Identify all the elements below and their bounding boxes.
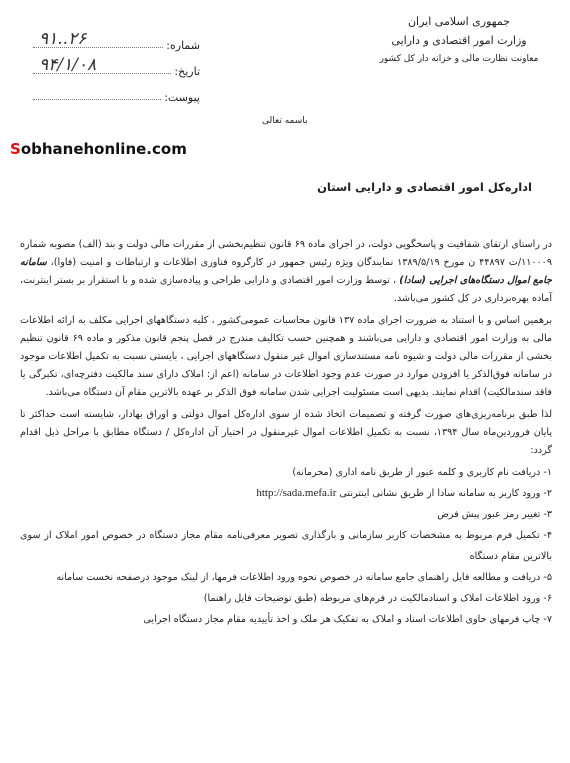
watermark-first-letter: S <box>10 140 21 158</box>
number-line <box>33 29 163 49</box>
step-2-text: ۲- ورود کاربر به سامانه سادا از طریق نشانی اینترنتی <box>336 488 552 499</box>
watermark-rest: obhanehonline.com <box>20 140 187 158</box>
number-row <box>30 26 200 52</box>
steps-list <box>20 462 552 630</box>
attachment-line <box>33 98 161 100</box>
basmala: باسمه تعالی <box>262 116 308 126</box>
attachment-label: پیوست: <box>164 91 200 104</box>
site-watermark <box>10 140 187 158</box>
paragraph-2: برهمین اساس و با استناد به ضرورت اجرای ماده ۱۳۷ قانون محاسبات عمومی‌کشور ، کلیه دستگاههای اجرایی مکلف به ارائه اطلاعات مالی به وزارت امور اقتصادی و دارایی می‌باشند و همچنین حسب تکالیف مندرج در فصل پنجم قانون مذکور و ماده ۶۹ قانون تنظیم بخشی از مقررات مالی دولت و شیوه نامه مستندسازی اموال غیر منقول دستگاههای اجرایی ، بایستی نسبت به تکمیل اطلاعات موجود در سامانه فوق‌الذکر یا افزودن موارد در صورت عدم وجود اطلاعات در سامانه (اعم از: املاک دارای سند مالکیت دفترچه‌ای، تکبرگی یا فاقد سند‌مالکیت) اقدام نمایند. بدیهی است مسئولیت اجرایی شدن سامانه فوق الذکر بر عهده بالاترین مقام آن دستگاه می‌باشد. <box>20 315 553 398</box>
step-4: ۴- تکمیل فرم مربوط به مشخصات کاربر سازمانی و بارگذاری تصویر معرفی‌نامه مقام مجاز دستگاه در خصوص امور املاک از سوی بالاترین مقام دستگاه <box>20 530 552 562</box>
number-label: شماره: <box>166 39 200 52</box>
p1-system-name: سامانه جامع اموال دستگاه‌های اجرایی (سادا) <box>20 257 552 286</box>
number-value: ۹۱..۲۶ <box>39 29 87 49</box>
org-line-1: جمهوری اسلامی ایران <box>407 15 511 28</box>
paragraph-1 <box>20 236 552 308</box>
date-row <box>30 52 200 78</box>
org-line-2: وزارت امور اقتصادی و دارایی <box>391 34 527 47</box>
org-line-3: معاونت نظارت مالی و خزانه دار کل کشور <box>379 54 539 64</box>
attachment-row <box>30 78 200 104</box>
p1-text-a: در راستای ارتقای شفافیت و پاسخگویی دولت، در اجرای ماده ۶۹ قانون تنظیم‌بخشی از مقررات مالی دولت و بند (الف) مصوبه شماره ۱۱۰۰۰۹/ت ۴۴۸۹۷ ن مورخ ۱۳۸۹/۵/۱۹ نمایندگان ویژه رئیس جمهور در کارگروه فناوری اطلاعات و ارتباطات و امنیت (فاوا)، <box>20 239 553 268</box>
p1-text-b: ، توسط وزارت امور اقتصادی و دارایی طراحی و پیاده‌سازی شده و با استقرار بر بستر اینترنت، آماده بهره‌برداری در کل کشور می‌باشد. <box>20 275 552 304</box>
step-1: ۱- دریافت نام کاربری و کلمه عبور از طریق نامه اداری (محرمانه) <box>292 467 552 478</box>
date-line <box>33 55 171 75</box>
date-label: تاریخ: <box>174 65 200 78</box>
step-5: ۵- دریافت و مطالعه فایل راهنمای جامع سامانه در خصوص نحوه ورود اطلاعات فرمها، از لینک موجود درصفحه نخست سامانه <box>56 572 552 583</box>
date-value: ۹۴/۱/۰۸ <box>39 55 97 75</box>
recipient-heading: اداره‌کل امور اقتصادی و دارایی استان <box>317 180 532 194</box>
step-3: ۳- تغییر رمز عبور پیش فرض <box>437 509 552 520</box>
sada-url-link[interactable]: http://sada.mefa.ir <box>256 487 337 499</box>
letter-meta <box>30 26 200 104</box>
step-6: ۶- ورود اطلاعات املاک و اسناد‌مالکیت در فرم‌های مربوطه (طبق توضیحات فایل راهنما) <box>203 593 552 604</box>
letter-body <box>20 236 552 630</box>
step-7: ۷- چاپ فرمهای حاوی اطلاعات اسناد و املاک به تفکیک هر ملک و اخذ تأییدیه مقام مجاز دستگاه اجرایی <box>143 614 552 625</box>
paragraph-3: لذا طبق برنامه‌ریزی‌های صورت گرفته و تصمیمات اتخاذ شده از سوی اداره‌کل اموال دولتی و اوراق بهادار، شایسته است حداکثر تا پایان فروردین‌ماه سال ۱۳۹۴، نسبت به تکمیل اطلاعات اموال غیرمنقول در اختیار آن اداره‌کل / دستگاه مطابق با مراحل ذیل اقدام گردد: <box>20 409 552 456</box>
organization-header <box>374 12 544 69</box>
step-2 <box>20 483 552 504</box>
